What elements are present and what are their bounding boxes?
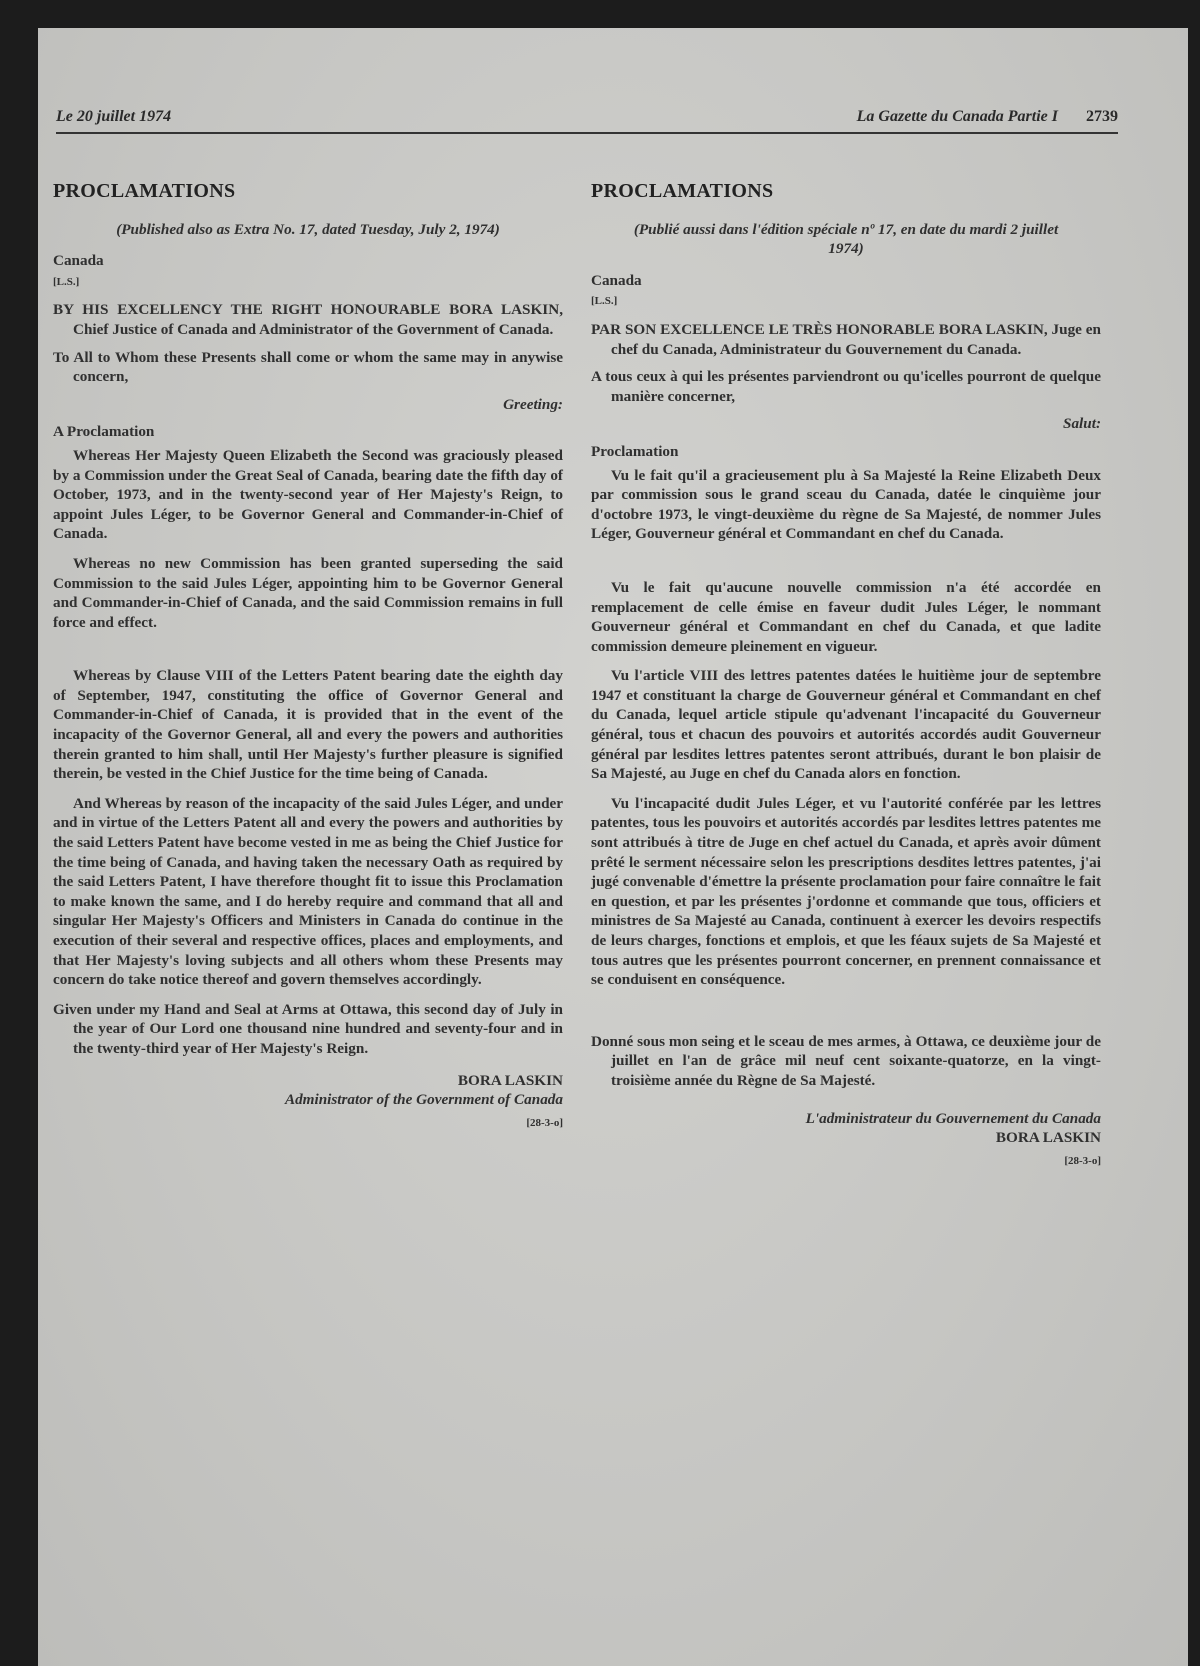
french-given: Donné sous mon seing et le sceau de mes armes, à Ottawa, ce deuxième jour de juillet en l'an de grâce mil neuf cent soixante-quatorze, en la vingt-troisième année du Règne de Sa Majesté. (591, 1032, 1101, 1089)
french-heading: PROCLAMATIONS (591, 180, 774, 202)
french-signature-title: L'administrateur du Gouvernement du Canada (805, 1109, 1101, 1127)
english-subheading: A Proclamation (53, 423, 155, 441)
english-paragraph: Whereas by Clause VIII of the Letters Patent bearing date the eighth day of September, 1947, constituting the office of Governor General and Commander-in-Chief of Canada, it is provided that in the event of the incapacity of the Governor General, all and every the powers and authorities therein granted to him shall, until Her Majesty's further pleasure is signified therein, be vested in the Chief Justice for the time being of Canada. (53, 667, 563, 783)
header-page-number: 2739 (1086, 108, 1118, 125)
header-publication: La Gazette du Canada Partie I (856, 108, 1058, 125)
english-signature-name: BORA LASKIN (457, 1071, 563, 1089)
english-greeting: Greeting: (503, 395, 563, 413)
french-paragraph: Vu le fait qu'il a gracieusement plu à Sa Majesté la Reine Elizabeth Deux par commission sous le grand sceau du Canada, datée le cinquième jour d'octobre 1973, le vingt-deuxième du règne de Sa Majesté, de nommer Jules Léger, Gouverneur général et Commandant en chef du Canada. (591, 466, 1101, 543)
french-country: Canada (591, 271, 642, 289)
french-to-all: A tous ceux à qui les présentes parviendront ou qu'icelles pourront de quelque manière concerner, (591, 368, 1101, 405)
english-heading: PROCLAMATIONS (53, 180, 236, 202)
french-published-note: (Publié aussi dans l'édition spéciale nº 17, en date du mardi 2 juillet 1974) (633, 220, 1059, 258)
french-signature-name: BORA LASKIN (995, 1129, 1101, 1147)
english-to-all: To All to Whom these Presents shall come or whom the same may in anywise concern, (53, 348, 563, 386)
english-paragraph: And Whereas by reason of the incapacity of the said Jules Léger, and under and in virtue of the Letters Patent all and every the powers and authorities by the said Letters Patent have become vested in me as being the Chief Justice for the time being of Canada, and having taken the necessary Oath as required by the said Letters Patent, I have therefore thought fit to issue this Proclamation to make known the same, and I do hereby require and command that all and singular Her Majesty's Officers and Ministers in Canada do continue in the execution of their several and respective offices, places and employments, and that Her Majesty's loving subjects and all others whom these Presents may concern do take notice thereof and govern themselves accordingly. (53, 794, 563, 989)
french-subheading: Proclamation (591, 442, 679, 460)
header-date: Le 20 juillet 1974 (56, 108, 172, 125)
english-paragraph: Whereas no new Commission has been granted superseding the said Commission to the said Jules Léger, appointing him to be Governor General and Commander-in-Chief of Canada, and the said Commission remains in full force and effect. (53, 554, 563, 631)
french-greeting: Salut: (1063, 415, 1101, 433)
english-seal: [L.S.] (53, 275, 80, 288)
english-published-note: (Published also as Extra No. 17, dated Tuesday, July 2, 1974) (116, 220, 500, 238)
french-paragraph: Vu l'article VIII des lettres patentes datées le huitième jour de septembre 1947 et constituant la charge de Gouverneur général et Commandant en chef du Canada, lequel article stipule qu'advenant l'incapacité du Gouverneur général, tous et chacun des pouvoirs et autorités accordés audit Gouverneur général par lesdites lettres patentes seront attribués, durant le bon plaisir de Sa Majesté, au Juge en chef du Canada alors en fonction. (591, 667, 1101, 783)
english-country: Canada (53, 252, 104, 270)
english-signature-title: Administrator of the Government of Canada (284, 1091, 563, 1109)
french-by-line: PAR SON EXCELLENCE LE TRÈS HONORABLE BORA LASKIN, Juge en chef du Canada, Administrateur du Gouvernement du Canada. (591, 320, 1101, 358)
english-given: Given under my Hand and Seal at Arms at Ottawa, this second day of July in the year of Our Lord one thousand nine hundred and seventy-four and in the twenty-third year of Her Majesty's Reign. (53, 1000, 563, 1057)
running-header (56, 106, 1118, 134)
french-paragraph: Vu l'incapacité dudit Jules Léger, et vu l'autorité conférée par les lettres patentes, tous les pouvoirs et autorités accordés par lesdites lettres patentes me sont attribués à titre de Juge en chef actuel du Canada, et après avoir dûment prêté le serment nécessaire selon les prescriptions desdites lettres patentes, j'ai jugé convenable d'émettre la présente proclamation pour faire connaître le fait en question, et par les présentes j'ordonne et commande que tous, officiers et ministres de Sa Majesté au Canada, continuent à exercer les devoirs respectifs de leurs charges, fonctions et emplois, et que les féaux sujets de Sa Majesté et tous autres que les présentes pourront concerner, en prennent connaissance et se conduisent en conséquence. (591, 794, 1101, 989)
french-paragraph: Vu le fait qu'aucune nouvelle commission n'a été accordée en remplacement de celle émise en faveur dudit Jules Léger, le nommant Gouverneur général et Commandant en chef du Canada, et que ladite commission demeure pleinement en vigueur. (591, 578, 1101, 655)
french-seal: [L.S.] (591, 295, 618, 308)
french-reference: [28-3-o] (1064, 1154, 1101, 1167)
french-column (591, 156, 1101, 1171)
english-reference: [28-3-o] (526, 1116, 563, 1129)
english-paragraph: Whereas Her Majesty Queen Elizabeth the Second was graciously pleased by a Commission under the Great Seal of Canada, bearing date the fifth day of October, 1973, and in the twenty-second year of Her Majesty's Reign, to appoint Jules Léger, to be Governor General and Commander-in-Chief of Canada. (53, 446, 563, 543)
english-by-line: BY HIS EXCELLENCY THE RIGHT HONOURABLE BORA LASKIN, Chief Justice of Canada and Administrator of the Government of Canada. (53, 301, 563, 338)
gazette-page (38, 28, 1188, 1666)
english-column (53, 156, 563, 1133)
